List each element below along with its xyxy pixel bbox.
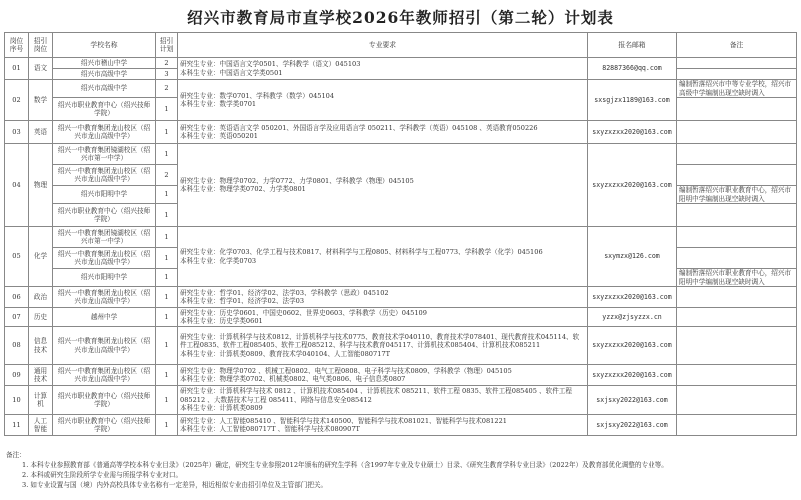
cell-school: 绍兴一中教育集团龙山校区（绍兴市龙山高级中学） bbox=[53, 248, 156, 269]
major-undergraduate: 本科生专业：物理学类0702、力学类0801 bbox=[180, 185, 306, 193]
cell-remark bbox=[677, 287, 797, 308]
table-header-row bbox=[5, 33, 797, 58]
recruitment-plan-table bbox=[4, 32, 797, 436]
cell-remark bbox=[677, 69, 797, 80]
header-position: 招引岗位 bbox=[29, 33, 53, 58]
cell-remark bbox=[677, 58, 797, 69]
cell-email[interactable]: yzzx@zjsyzzx.cn bbox=[588, 308, 677, 327]
cell-position: 数学 bbox=[29, 80, 53, 121]
major-graduate: 研究生专业：物理学0702 、机械工程0802、电气工程0808、电子科学与技术0809、学科教学（物理）045105 bbox=[180, 366, 512, 375]
header-school: 学校名称 bbox=[53, 33, 156, 58]
cell-email[interactable]: sxyzxzxx2020@163.com bbox=[588, 287, 677, 308]
cell-email[interactable]: sxjsxy2022@163.com bbox=[588, 386, 677, 415]
major-graduate: 研究生专业：人工智能085410 、智能科学与技术140500、智能科学与技术081021、智能科学与技术081221 bbox=[180, 416, 507, 425]
cell-seq: 07 bbox=[5, 308, 29, 327]
cell-seq: 03 bbox=[5, 121, 29, 144]
cell-major bbox=[178, 415, 588, 436]
cell-major bbox=[178, 144, 588, 227]
major-graduate: 研究生专业：中国语言文学0501、学科教学（语文）045103 bbox=[180, 60, 361, 69]
table-row bbox=[5, 58, 797, 69]
major-undergraduate: 本科生专业：历史学类0601 bbox=[180, 317, 263, 325]
cell-plan-count: 1 bbox=[156, 308, 178, 327]
major-undergraduate: 本科生专业：中国语言文学类0501 bbox=[180, 68, 283, 77]
cell-major bbox=[178, 80, 588, 121]
major-undergraduate: 本科生专业：计算机类0809 bbox=[180, 404, 263, 413]
table-body bbox=[5, 58, 797, 436]
cell-plan-count: 1 bbox=[156, 186, 178, 204]
table-row bbox=[5, 144, 797, 165]
cell-seq: 01 bbox=[5, 58, 29, 80]
cell-position: 人工智能 bbox=[29, 415, 53, 436]
table-row bbox=[5, 386, 797, 415]
major-undergraduate: 本科生专业：数学类0701 bbox=[180, 100, 257, 108]
cell-school: 绍兴一中教育集团龙山校区（绍兴市龙山高级中学） bbox=[53, 165, 156, 186]
cell-remark bbox=[677, 227, 797, 248]
major-undergraduate: 本科生专业：哲学01、经济学02、法学03 bbox=[180, 297, 305, 305]
cell-school: 绍兴一中教育集团镜湖校区（绍兴市第一中学） bbox=[53, 144, 156, 165]
cell-major bbox=[178, 327, 588, 365]
cell-email[interactable]: sxyzxzxx2020@163.com bbox=[588, 144, 677, 227]
cell-major bbox=[178, 227, 588, 287]
table-row bbox=[5, 365, 797, 386]
cell-position: 政治 bbox=[29, 287, 53, 308]
header-email: 报名邮箱 bbox=[588, 33, 677, 58]
footer-note: 3. 如专业设置与国（境）内外高校具体专业名称有一定差异，相近相似专业由招引单位及主管部门把关。 bbox=[22, 481, 328, 489]
cell-school: 绍兴市职业教育中心（绍兴技师学院） bbox=[53, 415, 156, 436]
cell-school: 绍兴一中教育集团龙山校区（绍兴市龙山高级中学） bbox=[53, 365, 156, 386]
cell-plan-count: 1 bbox=[156, 269, 178, 287]
cell-plan-count: 1 bbox=[156, 365, 178, 386]
cell-seq: 09 bbox=[5, 365, 29, 386]
footer-notes bbox=[6, 450, 796, 490]
table-row bbox=[5, 308, 797, 327]
table-row bbox=[5, 121, 797, 144]
major-graduate: 研究生专业：历史学0601、中国史0602、世界史0603、学科教学（历史）045109 bbox=[180, 308, 427, 317]
cell-remark bbox=[677, 365, 797, 386]
cell-school: 绍兴一中教育集团龙山校区（绍兴市龙山高级中学） bbox=[53, 121, 156, 144]
cell-seq: 02 bbox=[5, 80, 29, 121]
footer-label: 备注： bbox=[6, 451, 26, 459]
cell-email[interactable]: sxyzxzxx2020@163.com bbox=[588, 365, 677, 386]
footer-note: 2. 本科或研究生阶段所学专业需与所报学科专业对口。 bbox=[22, 471, 183, 479]
cell-plan-count: 2 bbox=[156, 165, 178, 186]
cell-remark bbox=[677, 386, 797, 415]
footer-note: 1. 本科专业参照教育部《普通高等学校本科专业目录》（2025年）确定，研究生专业参照2012年颁布的研究生学科（含1997年专业及专业硕士）目录、《研究生教育学科专业目录》（2022年）及教育部优化调整的专业等。 bbox=[22, 461, 668, 469]
cell-remark bbox=[677, 121, 797, 144]
cell-remark bbox=[677, 308, 797, 327]
cell-remark bbox=[677, 248, 797, 269]
cell-plan-count: 1 bbox=[156, 204, 178, 227]
major-undergraduate: 本科生专业：人工智能080717T 、智能科学与技术080907T bbox=[180, 425, 360, 433]
major-graduate: 研究生专业：化学0703、化学工程与技术0817、材料科学与工程0805、材料科学与工程0773、学科教学（化学）045106 bbox=[180, 248, 543, 257]
major-undergraduate: 本科生专业：物理学类0702、机械类0802、电气类0806、电子信息类0807 bbox=[180, 375, 406, 383]
major-graduate: 研究生专业：计算机科学与技术0812、计算机科学与技术0775、教育技术学040110、教育技术学078401、现代教育技术045114、软件工程0835、软件工程085405、软件工程085212、科学与技术教育045117、计算机技术085404、计算机技术085211 bbox=[180, 332, 580, 350]
cell-plan-count: 3 bbox=[156, 69, 178, 80]
header-remark: 备注 bbox=[677, 33, 797, 58]
cell-remark bbox=[677, 415, 797, 436]
cell-plan-count: 1 bbox=[156, 386, 178, 415]
major-graduate: 研究生专业：物理学0702、力学0772、力学0801、学科教学（物理）045105 bbox=[180, 176, 414, 185]
cell-email[interactable]: 82887366@qq.com bbox=[588, 58, 677, 80]
cell-major bbox=[178, 287, 588, 308]
major-undergraduate: 本科生专业：化学类0703 bbox=[180, 256, 257, 265]
cell-plan-count: 1 bbox=[156, 121, 178, 144]
major-graduate: 研究生专业：数学0701、学科教学（数学）045104 bbox=[180, 91, 335, 100]
cell-plan-count: 1 bbox=[156, 98, 178, 121]
cell-remark: 编制暂落绍兴市中等专业学校，绍兴市高级中学编制出现空缺时调入 bbox=[677, 80, 797, 98]
cell-email[interactable]: sxsgjzx1189@163.com bbox=[588, 80, 677, 121]
cell-school: 越州中学 bbox=[53, 308, 156, 327]
cell-school: 绍兴一中教育集团龙山校区（绍兴市龙山高级中学） bbox=[53, 287, 156, 308]
cell-remark bbox=[677, 327, 797, 365]
cell-major bbox=[178, 308, 588, 327]
cell-plan-count: 1 bbox=[156, 227, 178, 248]
table-row bbox=[5, 80, 797, 98]
cell-school: 绍兴市高级中学 bbox=[53, 80, 156, 98]
cell-seq: 10 bbox=[5, 386, 29, 415]
cell-major bbox=[178, 386, 588, 415]
table-row bbox=[5, 287, 797, 308]
major-graduate: 研究生专业：英语语言文学 050201、外国语言学及应用语言学 050211、学科教学（英语）045108 、英语教育050226 bbox=[180, 123, 538, 132]
cell-school: 绍兴市阳明中学 bbox=[53, 269, 156, 287]
cell-remark bbox=[677, 165, 797, 186]
cell-email[interactable]: sxyzxzxx2020@163.com bbox=[588, 327, 677, 365]
cell-plan-count: 1 bbox=[156, 248, 178, 269]
cell-email[interactable]: sxyzxzxx2020@163.com bbox=[588, 121, 677, 144]
cell-seq: 05 bbox=[5, 227, 29, 287]
cell-school: 绍兴一中教育集团镜湖校区（绍兴市第一中学） bbox=[53, 227, 156, 248]
major-undergraduate: 本科生专业：英语050201 bbox=[180, 132, 258, 140]
cell-plan-count: 1 bbox=[156, 144, 178, 165]
cell-position: 通用技术 bbox=[29, 365, 53, 386]
cell-seq: 06 bbox=[5, 287, 29, 308]
cell-remark: 编制暂落绍兴市职业教育中心，绍兴市阳明中学编制出现空缺时调入 bbox=[677, 186, 797, 204]
header-major: 专业要求 bbox=[178, 33, 588, 58]
cell-position: 英语 bbox=[29, 121, 53, 144]
major-graduate: 研究生专业：计算机科学与技术 0812 、计算机技术085404 、计算机技术 085211、软件工程 0835、软件工程085405 、软件工程085212 、大数据技术与工程 085411、网络与信息安全085412 bbox=[180, 387, 572, 404]
cell-school: 绍兴市稽山中学 bbox=[53, 58, 156, 69]
cell-position: 信息技术 bbox=[29, 327, 53, 365]
page-title: 绍兴市教育局市直学校2026年教师招引（第二轮）计划表 bbox=[187, 8, 614, 27]
cell-remark bbox=[677, 98, 797, 121]
cell-position: 历史 bbox=[29, 308, 53, 327]
cell-remark bbox=[677, 144, 797, 165]
table-row bbox=[5, 227, 797, 248]
cell-plan-count: 1 bbox=[156, 327, 178, 365]
cell-seq: 04 bbox=[5, 144, 29, 227]
header-seq: 岗位序号 bbox=[5, 33, 29, 58]
cell-seq: 08 bbox=[5, 327, 29, 365]
cell-school: 绍兴市职业教育中心（绍兴技师学院） bbox=[53, 98, 156, 121]
cell-school: 绍兴市职业教育中心（绍兴技师学院） bbox=[53, 386, 156, 415]
cell-plan-count: 2 bbox=[156, 80, 178, 98]
major-undergraduate: 本科生专业：计算机类0809、教育技术学040104、人工智能080717T bbox=[180, 349, 390, 358]
cell-seq: 11 bbox=[5, 415, 29, 436]
cell-plan-count: 1 bbox=[156, 287, 178, 308]
cell-position: 计算机 bbox=[29, 386, 53, 415]
table-row bbox=[5, 327, 797, 365]
cell-position: 物理 bbox=[29, 144, 53, 227]
major-graduate: 研究生专业：哲学01、经济学02、法学03、学科教学（思政）045102 bbox=[180, 288, 389, 297]
cell-major bbox=[178, 365, 588, 386]
cell-school: 绍兴市阳明中学 bbox=[53, 186, 156, 204]
cell-plan-count: 2 bbox=[156, 58, 178, 69]
cell-major bbox=[178, 121, 588, 144]
cell-remark: 编制暂落绍兴市职业教育中心，绍兴市阳明中学编制出现空缺时调入 bbox=[677, 269, 797, 287]
cell-email[interactable]: sxjsxy2022@163.com bbox=[588, 415, 677, 436]
cell-email[interactable]: sxymzx@126.com bbox=[588, 227, 677, 287]
header-plan: 招引计划 bbox=[156, 33, 178, 58]
cell-position: 化学 bbox=[29, 227, 53, 287]
cell-major bbox=[178, 58, 588, 80]
cell-remark bbox=[677, 204, 797, 227]
cell-plan-count: 1 bbox=[156, 415, 178, 436]
cell-school: 绍兴市高级中学 bbox=[53, 69, 156, 80]
cell-position: 语文 bbox=[29, 58, 53, 80]
cell-school: 绍兴市职业教育中心（绍兴技师学院） bbox=[53, 204, 156, 227]
cell-school: 绍兴一中教育集团龙山校区（绍兴市龙山高级中学） bbox=[53, 327, 156, 365]
table-row bbox=[5, 415, 797, 436]
